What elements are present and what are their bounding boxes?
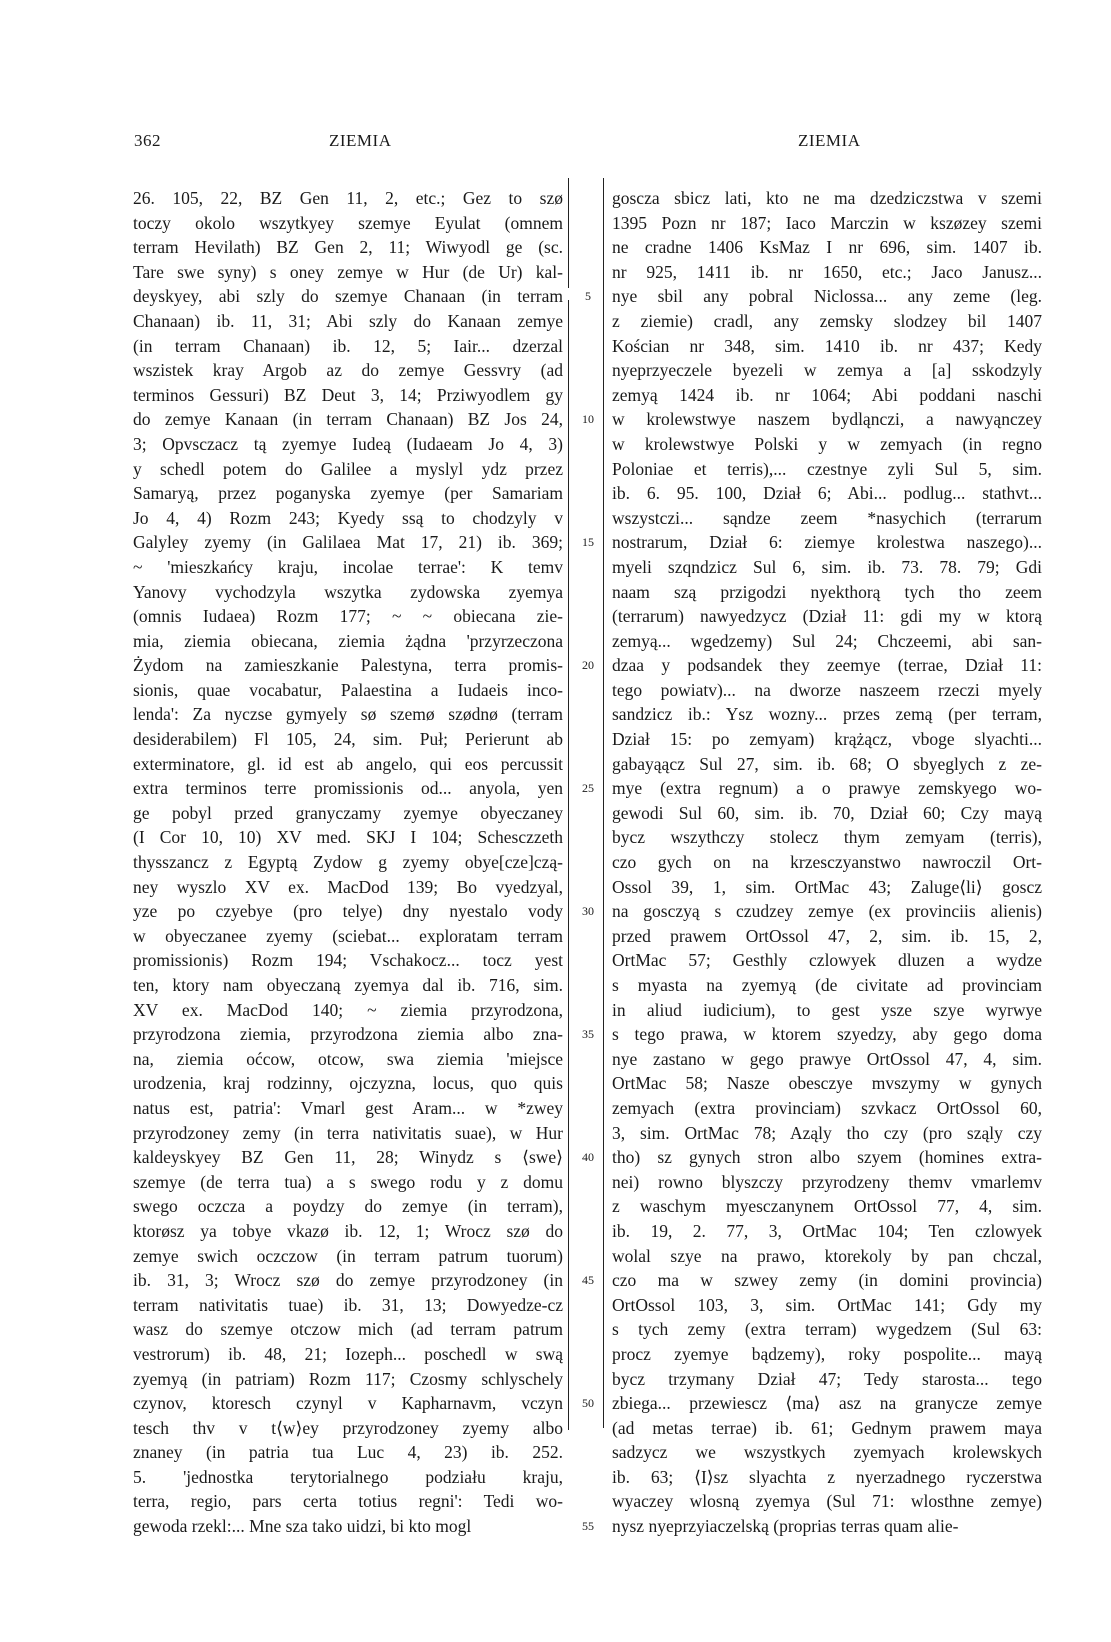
text-line: 3; Opvsczacz tą zyemye Iudeą (Iudaeam Jo 4, 3) bbox=[133, 433, 563, 454]
text-line: ge pobyl przed granyczamy zyemye obyeczaney bbox=[133, 802, 563, 823]
text-line: vestrorum) ib. 48, 21; Iozeph... poschedl w swą bbox=[133, 1343, 563, 1364]
text-line: bycz trzymany Dział 47; Tedy starosta... tego bbox=[612, 1368, 1042, 1389]
text-line: ib. 19, 2. 77, 3, OrtMac 104; Ten czlowyek bbox=[612, 1220, 1042, 1241]
text-line: na, ziemia oćcow, otcow, swa ziemia 'miejsce bbox=[133, 1048, 563, 1069]
text-line: (terrarum) nawyedzycz (Dział 11: gdi my w ktorą bbox=[612, 606, 1042, 627]
text-line: wasz do szemye otczow mich (ad terram patrum bbox=[133, 1319, 563, 1340]
text-line: toczy okolo wszytkyey szemye Eyulat (omnem bbox=[133, 212, 563, 233]
text-line: wolal szye na prawo, ktorekoly by pan chczal, bbox=[612, 1245, 1042, 1266]
text-line: (omnis Iudaea) Rozm 177; ~ ~ obiecana zie- bbox=[133, 606, 563, 627]
line-number: 55 bbox=[582, 1519, 594, 1534]
line-number: 10 bbox=[582, 412, 594, 427]
text-line: z waschym myesczanynem OrtOssol 77, 4, sim. bbox=[612, 1196, 1042, 1217]
text-line: ib. 6. 95. 100, Dział 6; Abi... podlug... stathvt... bbox=[612, 483, 1042, 504]
text-line: 1395 Pozn nr 187; Iaco Marczin w kszøzey szemi bbox=[612, 212, 1042, 233]
text-line: 26. 105, 22, BZ Gen 11, 2, etc.; Gez to szø bbox=[133, 188, 563, 208]
text-line: dzaa y podsandek they zeemye (terrae, Dział 11: bbox=[612, 655, 1042, 676]
text-line: zemyą 1424 ib. nr 1064; Abi poddani naschi bbox=[612, 384, 1042, 405]
text-line: ten, ktory nam obyeczaną zyemya dal ib. 716, sim. bbox=[133, 975, 563, 995]
text-line: mia, ziemia obiecana, ziemia żądna 'przyrzeczona bbox=[133, 630, 563, 651]
text-line: nysz nyeprzyiaczelską (proprias terras quam alie- bbox=[612, 1516, 959, 1537]
text-line: swego oczcza a poydzy do zemye (in terram), bbox=[133, 1196, 563, 1217]
text-line: yze po czyebye (pro telye) dny nyestalo vody bbox=[133, 901, 563, 922]
line-number: 5 bbox=[585, 289, 591, 304]
text-line: ib. 31, 3; Wrocz szø do zemye przyrodzoney (in bbox=[133, 1270, 563, 1291]
text-line: do zemye Kanaan (in terram Chanaan) BZ Jos 24, bbox=[133, 409, 563, 430]
running-head-left: ZIEMIA bbox=[329, 131, 392, 150]
text-line: zemyą... wgedzemy) Sul 24; Chczeemi, abi san- bbox=[612, 630, 1042, 651]
text-line: ne cradne 1406 KsMaz I nr 696, sim. 1407 ib. bbox=[612, 237, 1042, 258]
text-line: ib. 63; ⟨I⟩sz slyachta z nyerzadnego ryczerstwa bbox=[612, 1466, 1042, 1487]
text-line: szemye (de terra tua) a s swego rodu y z domu bbox=[133, 1171, 563, 1192]
text-line: czynov, ktoresch czynyl v Kapharnavm, vczyn bbox=[133, 1393, 563, 1414]
text-line: myeli szqndzicz Sul 6, sim. ib. 73. 78. 79; Gdi bbox=[612, 556, 1042, 577]
text-line: deyskyey, abi szly do szemye Chanaan (in terram bbox=[133, 286, 563, 307]
text-line: w krolewstwye naszem bydląnczi, a nawyąnczey bbox=[612, 409, 1042, 430]
text-line: tego powiatv)... na dworze naszeem rzeczi myely bbox=[612, 679, 1042, 700]
text-line: przyrodzona ziemia, przyrodzona ziemia albo zna- bbox=[133, 1024, 563, 1045]
text-line: ~ 'mieszkańcy kraju, incolae terrae': K temv bbox=[133, 556, 563, 577]
text-line: w obyeczanee zyemy (sciebat... exploratam terram bbox=[133, 925, 563, 946]
text-line: bycz wszythczy stolecz thym zemyam (terris), bbox=[612, 827, 1042, 848]
text-line: tesch thv v t⟨w⟩ey przyrodzoney zyemy albo bbox=[133, 1417, 563, 1438]
line-number: 30 bbox=[582, 904, 594, 919]
text-line: zbiega... przewiescz ⟨ma⟩ asz na granycze zemye bbox=[612, 1393, 1042, 1414]
text-line: promissionis) Rozm 194; Vschakocz... tocz yest bbox=[133, 950, 563, 971]
text-line: kaldeyskyey BZ Gen 11, 28; Winydz s ⟨swe⟩ bbox=[133, 1147, 563, 1168]
line-number: 45 bbox=[582, 1273, 594, 1288]
text-line: nr 925, 1411 ib. nr 1650, etc.; Jaco Janusz... bbox=[612, 261, 1042, 282]
text-line: y schedl potem do Galilee a myslyl ydz przez bbox=[133, 458, 563, 479]
text-line: zemyach (extra provinciam) szvkacz OrtOssol 60, bbox=[612, 1097, 1042, 1118]
text-line: w krolewstwye Polski y w zemyach (in regno bbox=[612, 433, 1042, 454]
text-line: OrtOssol 103, 3, sim. OrtMac 141; Gdy my bbox=[612, 1294, 1042, 1315]
text-line: sionis, quae vocabatur, Palaestina a Iudaeis inco- bbox=[133, 679, 563, 700]
text-line: na gosczyą s czudzey zemye (ex provinciis alienis) bbox=[612, 901, 1042, 922]
text-line: tho) sz gynych stron albo szyem (homines extra- bbox=[612, 1147, 1042, 1168]
text-line: Samaryą, przez poganyska zyemye (per Samariam bbox=[133, 483, 563, 504]
text-line: s tych zemy (extra terram) wygedzem (Sul 63: bbox=[612, 1319, 1042, 1340]
text-line: extra terminos terre promissionis od... anyola, yen bbox=[133, 778, 563, 799]
text-line: nostrarum, Dział 6: ziemye krolestwa naszego)... bbox=[612, 532, 1042, 553]
text-line: terminos Gessuri) BZ Deut 3, 14; Prziwyodlem gy bbox=[133, 384, 563, 405]
text-line: naam szą przigodzi nyekthorą tych tho zeem bbox=[612, 581, 1042, 602]
text-line: wyaczey wlosną zyemya (Sul 71: wlosthne zemye) bbox=[612, 1491, 1042, 1512]
text-line: goscza sbicz lati, kto ne ma dzedziczstwa v szemi bbox=[612, 188, 1042, 208]
text-line: (ad metas terrae) ib. 61; Gednym prawem maya bbox=[612, 1417, 1042, 1438]
text-line: sandzicz ib.: Ysz wozny... przes zemą (per terram, bbox=[612, 704, 1042, 725]
line-number: 35 bbox=[582, 1027, 594, 1042]
text-line: 5. 'jednostka terytorialnego podziału kraju, bbox=[133, 1466, 563, 1487]
text-line: Kościan nr 348, sim. 1410 ib. nr 437; Kedy bbox=[612, 335, 1042, 356]
text-line: terram Hevilath) BZ Gen 2, 11; Wiwyodl ge (sc. bbox=[133, 237, 563, 258]
text-line: nei) rowno blyszczy przyrodzeny themv vmarlemv bbox=[612, 1171, 1042, 1192]
text-line: (I Cor 10, 10) XV med. SKJ I 104; Schesczzeth bbox=[133, 827, 563, 848]
text-line: zemye swich oczczow (in terram patrum tuorum) bbox=[133, 1245, 563, 1266]
text-line: Tare swe syny) s oney zemye w Hur (de Ur) kal- bbox=[133, 261, 563, 282]
text-line: gewoda rzekl:... Mne sza tako uidzi, bi kto mogl bbox=[133, 1516, 472, 1537]
text-line: Ossol 39, 1, sim. OrtMac 43; Zaluge⟨li⟩ goscz bbox=[612, 876, 1042, 897]
line-number: 15 bbox=[582, 535, 594, 550]
line-number: 20 bbox=[582, 658, 594, 673]
text-line: OrtMac 58; Nasze obesczye mvszymy w gynych bbox=[612, 1073, 1042, 1094]
column-rule-left bbox=[568, 300, 569, 1430]
text-line: zyemyą (in patriam) Rozm 117; Czosmy schlyschely bbox=[133, 1368, 563, 1389]
text-line: nye sbil any pobral Niclossa... any zeme (leg. bbox=[612, 286, 1042, 307]
right-text-column bbox=[612, 186, 1042, 1539]
text-line: czo gych on na krzesczyanstwo nawroczil Ort- bbox=[612, 852, 1042, 873]
line-number: 40 bbox=[582, 1150, 594, 1165]
column-rule-right bbox=[603, 178, 604, 1428]
text-line: przyrodzoney zemy (in terra nativitatis suae), w Hur bbox=[133, 1122, 563, 1143]
text-line: Jo 4, 4) Rozm 243; Kyedy ssą to chodzyly v bbox=[133, 507, 563, 528]
text-line: s tego prawa, w ktorem szyedzy, aby gego doma bbox=[612, 1024, 1042, 1045]
text-line: (in terram Chanaan) ib. 12, 5; Iair... dzerzal bbox=[133, 335, 563, 356]
line-number: 50 bbox=[582, 1396, 594, 1411]
text-line: urodzenia, kraj rodzinny, ojczyzna, locus, quo quis bbox=[133, 1073, 563, 1094]
text-line: wszystczi... sąndze zeem *nasychich (terrarum bbox=[612, 507, 1042, 528]
text-line: Dział 15: po zemyam) krążącz, vboge slyachti... bbox=[612, 729, 1042, 750]
text-line: ktorøsz ya tobye vkazø ib. 12, 1; Wrocz szø do bbox=[133, 1220, 563, 1241]
line-number: 25 bbox=[582, 781, 594, 796]
text-line: ney wyszlo XV ex. MacDod 139; Bo vyedzyal, bbox=[133, 876, 563, 897]
text-line: s myasta na zyemyą (de civitate ad provinciam bbox=[612, 975, 1042, 995]
text-line: mye (extra regnum) a o prawye zemskyego wo- bbox=[612, 778, 1042, 799]
text-line: znaney (in patria tua Luc 4, 23) ib. 252. bbox=[133, 1442, 563, 1463]
text-line: sadzycz we wszystkych zyemyach krolewskych bbox=[612, 1442, 1042, 1463]
text-line: procz zyemye bądzemy), roky pospolite... mayą bbox=[612, 1343, 1042, 1364]
text-line: Chanaan) ib. 11, 31; Abi szly do Kanaan zemye bbox=[133, 310, 563, 331]
text-line: exterminatore, gl. id est ab angelo, qui eos percussit bbox=[133, 753, 563, 774]
text-line: Yanovy vychodzyla wszytka zydowska zyemya bbox=[133, 581, 563, 602]
text-line: wszistek kray Argob az do zemye Gessvry (ad bbox=[133, 360, 563, 381]
text-line: Żydom na zamieszkanie Palestyna, terra promis- bbox=[133, 655, 563, 676]
text-line: 3, sim. OrtMac 78; Aząly tho czy (pro sząly czy bbox=[612, 1122, 1042, 1143]
text-line: thysszancz z Egyptą Zydow g zyemy obye[cze]czą- bbox=[133, 852, 563, 873]
text-line: desiderabilem) Fl 105, 24, sim. Puł; Perierunt ab bbox=[133, 729, 563, 750]
column-rule-left-top bbox=[568, 178, 569, 288]
text-line: gewodi Sul 60, sim. ib. 70, Dział 60; Czy mayą bbox=[612, 802, 1042, 823]
text-line: z ziemie) cradl, any zemsky slodzey bil 1407 bbox=[612, 310, 1042, 331]
page-number: 362 bbox=[134, 131, 161, 150]
text-line: gabayąącz Sul 27, sim. ib. 68; O sbyeglych z ze- bbox=[612, 753, 1042, 774]
text-line: Galyley zyemy (in Galilaea Mat 17, 21) ib. 369; bbox=[133, 532, 563, 553]
text-line: terra, regio, pars certa totius regni': Tedi wo- bbox=[133, 1491, 563, 1512]
running-head-right: ZIEMIA bbox=[798, 131, 861, 150]
text-line: nyeprzyeczele byezeli w zemya a [a] sskodzyly bbox=[612, 360, 1042, 381]
text-line: XV ex. MacDod 140; ~ ziemia przyrodzona, bbox=[133, 999, 563, 1020]
text-line: natus est, patria': Vmarl gest Aram... w *zwey bbox=[133, 1097, 563, 1118]
text-line: przed prawem OrtOssol 47, 2, sim. ib. 15, 2, bbox=[612, 925, 1042, 946]
left-text-column bbox=[133, 186, 563, 1539]
text-line: Poloniae et terris),... czestnye zyli Sul 5, sim. bbox=[612, 458, 1042, 479]
text-line: nye zastano w gego prawye OrtOssol 47, 4, sim. bbox=[612, 1048, 1042, 1069]
text-line: in aliud iudicium), to gest ysze szye wyrwye bbox=[612, 999, 1042, 1020]
text-line: OrtMac 57; Gesthly czlowyek dluzen a wydze bbox=[612, 950, 1042, 971]
text-line: lenda': Za nyczse gymyely sø szemø szødnø (terram bbox=[133, 704, 563, 725]
text-line: terram nativitatis tuae) ib. 31, 13; Dowyedze-cz bbox=[133, 1294, 563, 1315]
text-line: czo ma w szwey zemy (in domini provincia) bbox=[612, 1270, 1042, 1291]
